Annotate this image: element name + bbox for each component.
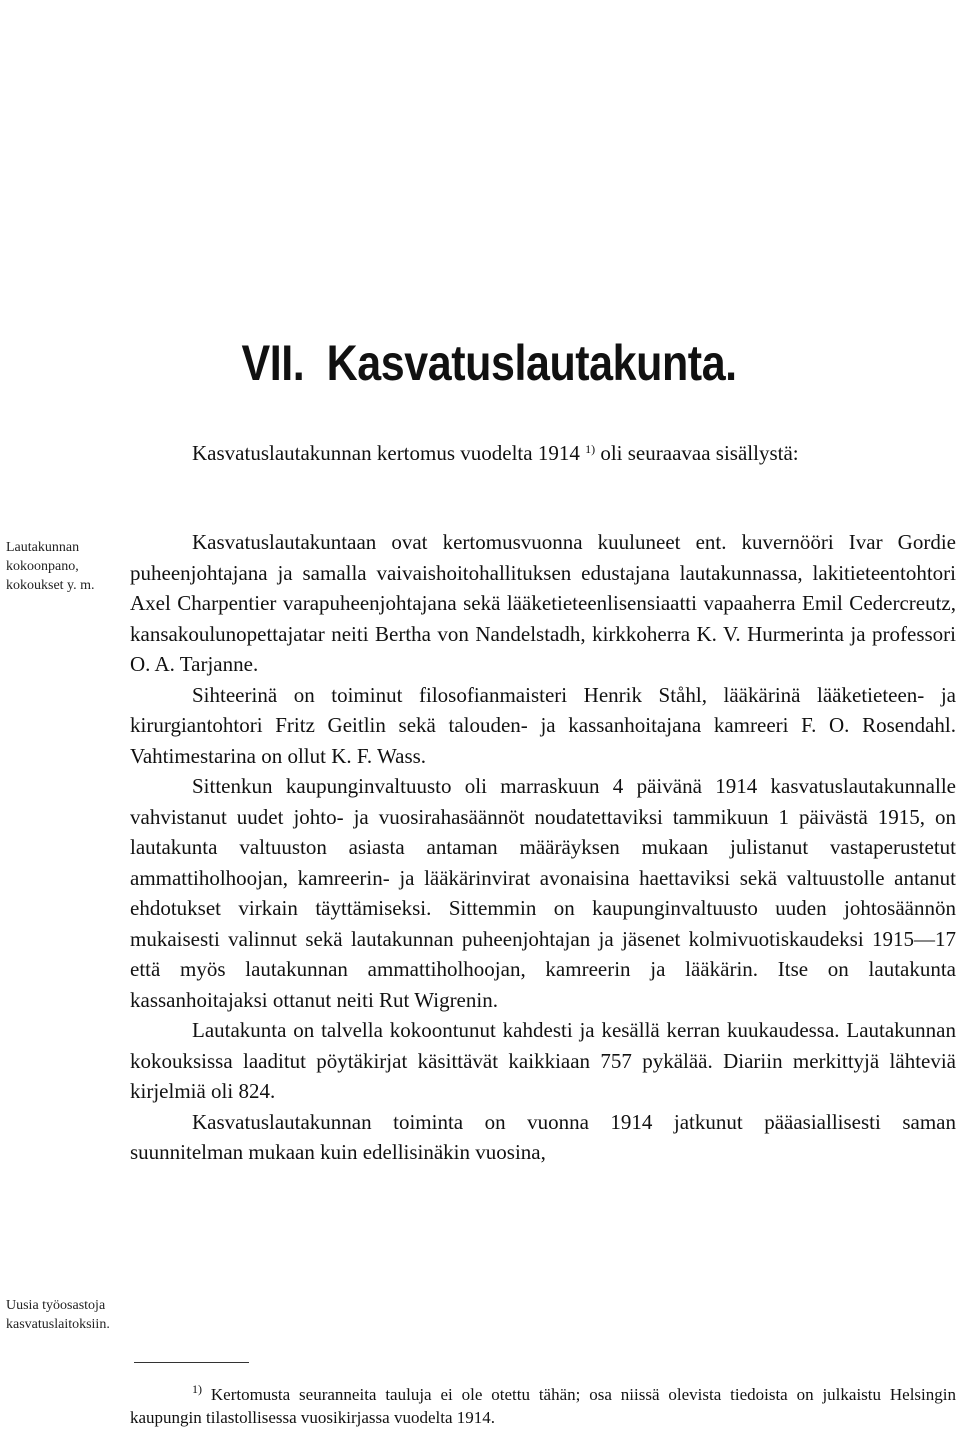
- page-title: [76, 334, 902, 392]
- margin-note-workshops: Uusia työosastoja kasvatuslaitoksiin.: [6, 1298, 110, 1332]
- body-text: [130, 527, 956, 1168]
- footnote: [130, 1383, 956, 1429]
- footnote-text: Kertomusta seuranneita tauluja ei ole otettu tähän; osa niissä olevista tiedoista on julkaistu Helsingin kaupungin tilastollisessa vuosikirjassa vuodelta 1914.: [130, 1385, 956, 1427]
- intro-paragraph: [130, 438, 956, 469]
- intro-text-end: oli seuraavaa sisällystä:: [595, 441, 799, 465]
- footnote-mark: 1): [192, 1382, 202, 1396]
- paragraph-members: Kasvatuslautakuntaan ovat kertomusvuonna kuuluneet ent. kuvernööri Ivar Gordie puheenjohtajana ja samalla vaivaishoitohallituksen edustajana lautakunnassa, lakitieteentohtori Axel Charpentier varapuheenjohtajana sekä lääketieteenlisensiaatti vapaaherra Emil Cedercreutz, kansakoulunopettajatar neiti Bertha von Nandelstadh, kirkkoherra K. V. Hurmerinta ja professori O. A. Tarjanne.: [130, 530, 956, 676]
- chapter-title: Kasvatuslautakunta.: [326, 334, 737, 391]
- paragraph-staff: Sihteerinä on toiminut filosofianmaisteri Henrik Ståhl, lääkärinä lääketieteen- ja kirurgiantohtori Fritz Geitlin sekä talouden- ja kassanhoitajana kamreeri F. O. Rosendahl. Vahtimestarina on ollut K. F. Wass.: [130, 682, 956, 768]
- paragraph-regulations: Sittenkun kaupunginvaltuusto oli marraskuun 4 päivänä 1914 kasvatuslautakunnalle vahvistanut uudet johto- ja vuosirahasäännöt noudatettaviksi tammikuun 1 päivästä 1915, on lautakunta valtuuston asiasta antaman määräyksen mukaan julistanut vastaperustetut ammattiholhoojan, kamreerin- ja lääkärinvirat avonaisina haettaviksi sekä valtuustolle antanut ehdotukset virkain täyttämiseksi. Sittemmin on kaupunginvaltuusto uuden johtosäännön mukaisesti valinnut sekä lautakunnan puheenjohtajan ja jäsenet kolmivuotiskaudeksi 1915—17 että myös lautakunnan ammattiholhoojan, kamreerin ja lääkärin. Itse on lautakunta kassanhoitajaksi ottanut neiti Rut Wigrenin.: [130, 774, 956, 1012]
- footnote-reference: 1): [585, 442, 596, 456]
- chapter-number: VII.: [241, 334, 305, 391]
- paragraph-activity: Kasvatuslautakunnan toiminta on vuonna 1914 jatkunut pääasiallisesti saman suunnitelman mukaan kuin edellisinäkin vuosina,: [130, 1109, 956, 1164]
- intro-text: Kasvatuslautakunnan kertomus vuodelta 1914: [192, 441, 586, 465]
- footnote-divider: [134, 1362, 249, 1363]
- margin-note-composition: Lautakunnan kokoonpano, kokoukset y. m.: [6, 540, 95, 593]
- paragraph-meetings: Lautakunta on talvella kokoontunut kahdesti ja kesällä kerran kuukaudessa. Lautakunnan kokouksissa laaditut pöytäkirjat käsittävät kaikkiaan 757 pykälää. Diariin merkittyjä lähteviä kirjelmiä oli 824.: [130, 1018, 956, 1103]
